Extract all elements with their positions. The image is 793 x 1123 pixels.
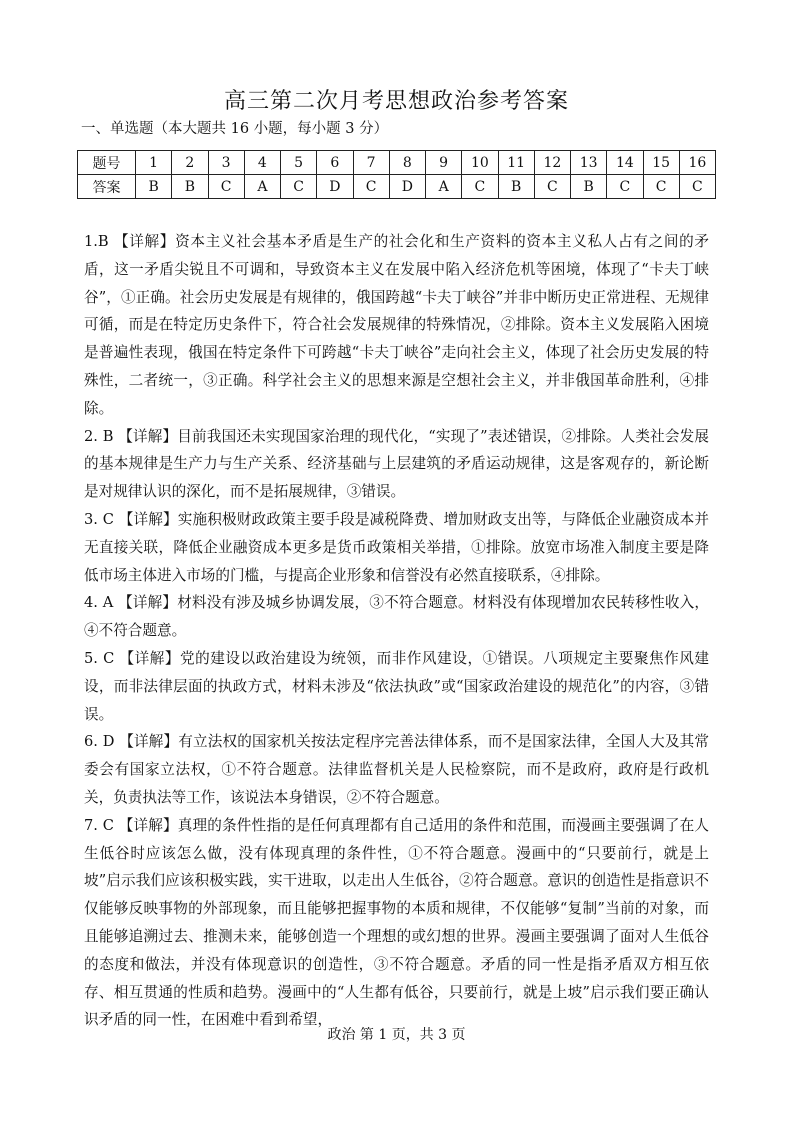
table-cell: C [607,175,643,199]
explanation-item: 4. A 【详解】材料没有涉及城乡协调发展，③不符合题意。材料没有体现增加农民转移性收入，④不符合题意。 [84,594,709,640]
table-cell: 4 [244,151,280,175]
explanation-item: 3. C 【详解】实施积极财政政策主要手段是减税降费、增加财政支出等，与降低企业融资成本并无直接关联，降低企业融资成本更多是货币政策相关举措，①排除。放宽市场准入制度主要是降低市场主体进入市场的门槛，与提高企业形象和信誉没有必然直接联系，④排除。 [84,510,709,584]
table-cell: 16 [679,151,715,175]
table-cell: C [643,175,679,199]
table-cell: 10 [462,151,498,175]
table-cell: B [571,175,607,199]
table-cell: 13 [571,151,607,175]
table-cell: D [317,175,353,199]
table-cell: 2 [172,151,208,175]
table-cell: 11 [498,151,534,175]
row-label: 题号 [78,151,136,175]
table-row-answers [78,175,716,199]
table-cell: A [426,175,462,199]
table-cell: 9 [426,151,462,175]
explanation-item: 6. D 【详解】有立法权的国家机关按法定程序完善法律体系，而不是国家法律，全国人大及其常委会有国家立法权，①不符合题意。法律监督机关是人民检察院，而不是政府，政府是行政机关，负责执法等工作，该说法本身错误，②不符合题意。 [84,733,709,806]
page-footer: 政治 第 1 页，共 3 页 [327,1027,466,1043]
table-cell: 15 [643,151,679,175]
table-cell: D [389,175,425,199]
table-cell: 14 [607,151,643,175]
explanation-item: 1.B 【详解】资本主义社会基本矛盾是生产的社会化和生产资料的资本主义私人占有之间的矛盾，这一矛盾尖锐且不可调和，导致资本主义在发展中陷入经济危机等困境，体现了“卡夫丁峡谷”，①正确。社会历史发展是有规律的，俄国跨越“卡夫丁峡谷”并非中断历史正常进程、无规律可循，而是在特定历史条件下，符合社会发展规律的特殊情况，②排除。资本主义发展陷入困境是普遍性表现，俄国在特定条件下可跨越“卡夫丁峡谷”走向社会主义，体现了社会历史发展的特殊性，二者统一，③正确。科学社会主义的思想来源是空想社会主义，并非俄国革命胜利，④排除。 [84,233,709,417]
table-cell: 12 [534,151,570,175]
explanation-item: 7. C 【详解】真理的条件性指的是任何真理都有自己适用的条件和范围，而漫画主要强调了在人生低谷时应该怎么做，没有体现真理的条件性，①不符合题意。漫画中的“只要前行，就是上坡”启示我们应该积极实践，实干进取，以走出人生低谷，②符合题意。意识的创造性是指意识不仅能够反映事物的外部现象，而且能够把握事物的本质和规律，不仅能够“复制”当前的对象，而且能够追溯过去、推测未来，能够创造一个理想的或幻想的世界。漫画主要强调了面对人生低谷的态度和做法，并没有体现意识的创造性，③不符合题意。矛盾的同一性是指矛盾双方相互依存、相互贯通的性质和趋势。漫画中的“人生都有低谷，只要前行，就是上坡”启示我们要正确认识矛盾的同一性，在困难中看到希望， [84,816,709,1029]
table-cell: 6 [317,151,353,175]
table-cell: C [462,175,498,199]
table-cell: C [679,175,715,199]
table-cell: C [534,175,570,199]
row-label: 答案 [78,175,136,199]
table-cell: 8 [389,151,425,175]
document-title: 高三第二次月考思想政治参考答案 [223,89,569,114]
answer-explanations [84,228,709,1034]
table-cell: C [208,175,244,199]
table-cell: 5 [281,151,317,175]
table-cell: A [244,175,280,199]
table-cell: B [172,175,208,199]
table-cell: C [353,175,389,199]
table-cell: 1 [136,151,172,175]
section-heading: 一、单选题（本大题共 16 小题，每小题 3 分） [81,121,389,137]
table-cell: B [136,175,172,199]
answer-table [77,150,716,199]
table-cell: B [498,175,534,199]
table-cell: 7 [353,151,389,175]
table-cell: C [281,175,317,199]
table-cell: 3 [208,151,244,175]
table-row-numbers [78,151,716,175]
explanation-item: 5. C 【详解】党的建设以政治建设为统领，而非作风建设，①错误。八项规定主要聚焦作风建设，而非法律层面的执政方式，材料未涉及“依法执政”或“国家政治建设的规范化”的内容，③错误。 [84,649,709,723]
explanation-item: 2. B 【详解】目前我国还未实现国家治理的现代化，“实现了”表述错误，②排除。人类社会发展的基本规律是生产力与生产关系、经济基础与上层建筑的矛盾运动规律，这是客观存的，新论断是对规律认识的深化，而不是拓展规律，③错误。 [84,427,709,501]
